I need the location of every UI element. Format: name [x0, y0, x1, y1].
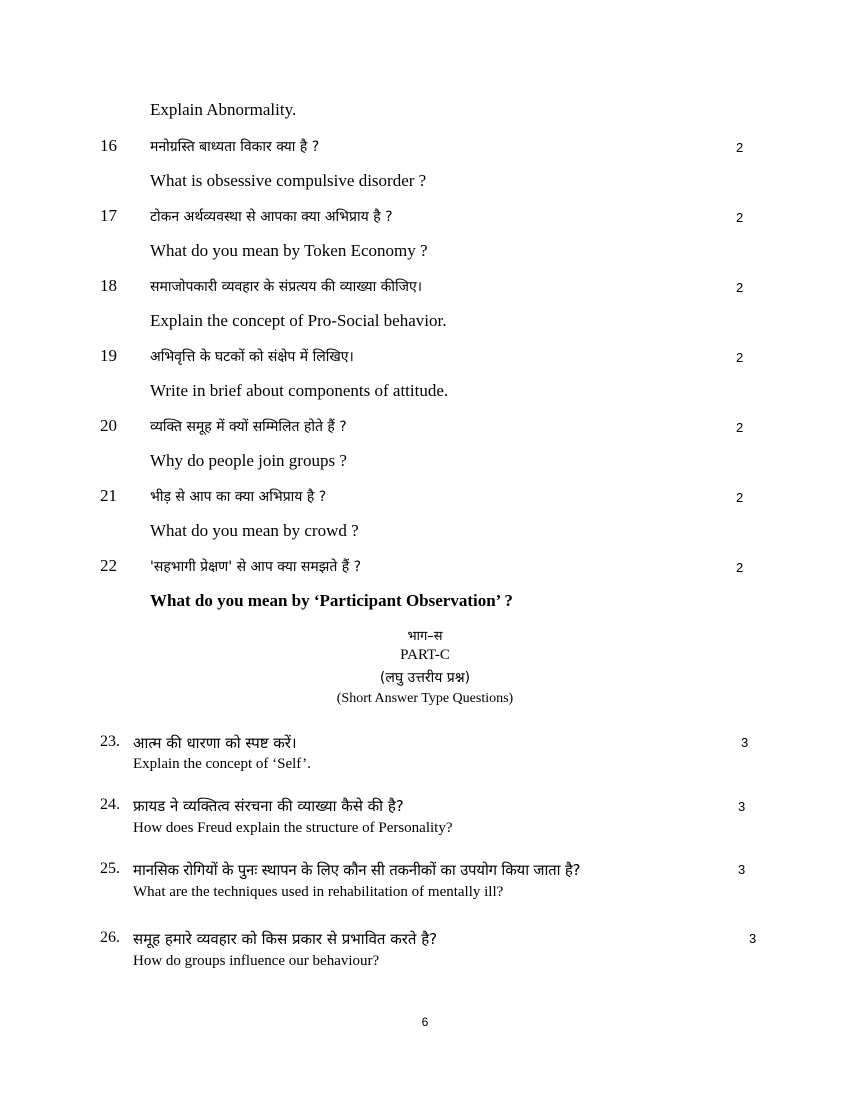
question-number: 25. [100, 860, 120, 877]
question-english: What are the techniques used in rehabilitation of mentally ill? [133, 884, 504, 900]
question-marks: 2 [736, 420, 744, 435]
question-marks: 3 [738, 799, 746, 814]
question-marks: 3 [741, 735, 749, 750]
question-marks: 2 [736, 210, 744, 225]
question-hindi: अभिवृत्ति के घटकों को संक्षेप में लिखिए। [150, 349, 354, 365]
question-number: 26. [100, 929, 120, 946]
question-marks: 3 [749, 931, 757, 946]
section-english-title: PART-C [400, 647, 450, 663]
question-hindi: मनोग्रस्ति बाध्यता विकार क्या है ? [150, 139, 320, 155]
question-english: How does Freud explain the structure of Personality? [133, 820, 453, 836]
section-hindi-title: भाग–स [407, 629, 443, 644]
question-english: What do you mean by ‘Participant Observation’ ? [150, 591, 513, 610]
question-marks: 2 [736, 490, 744, 505]
intro-line: Explain Abnormality. [150, 100, 297, 119]
question-marks: 2 [736, 140, 744, 155]
question-hindi: समाजोपकारी व्यवहार के संप्रत्यय की व्याख्या कीजिए। [150, 279, 423, 295]
question-english: Write in brief about components of attitude. [150, 381, 449, 400]
question-hindi: मानसिक रोगियों के पुनः स्थापन के लिए कौन सी तकनीकों का उपयोग किया जाता है? [133, 861, 581, 879]
question-number: 19 [100, 346, 117, 365]
question-number: 20 [100, 416, 117, 435]
page-number: 6 [421, 1015, 429, 1029]
question-marks: 2 [736, 560, 744, 575]
question-hindi: समूह हमारे व्यवहार को किस प्रकार से प्रभावित करते है? [133, 930, 438, 948]
section-hindi-subtitle: (लघु उत्तरीय प्रश्न) [379, 670, 471, 686]
question-hindi: टोकन अर्थव्यवस्था से आपका क्या अभिप्राय है ? [150, 209, 393, 225]
question-number: 17 [100, 206, 117, 225]
question-english: What do you mean by crowd ? [150, 521, 359, 540]
question-number: 21 [100, 486, 117, 505]
question-number: 22 [100, 556, 117, 575]
question-english: How do groups influence our behaviour? [133, 953, 380, 969]
section-english-subtitle: (Short Answer Type Questions) [336, 691, 514, 706]
question-hindi: 'सहभागी प्रेक्षण' से आप क्या समझते हैं ? [150, 559, 362, 575]
question-english: Why do people join groups ? [150, 451, 347, 470]
question-marks: 3 [738, 862, 746, 877]
question-english: Explain the concept of ‘Self’. [133, 756, 311, 772]
question-number: 24. [100, 796, 120, 813]
question-english: What is obsessive compulsive disorder ? [150, 171, 427, 190]
question-english: What do you mean by Token Economy ? [150, 241, 428, 260]
question-hindi: आत्म की धारणा को स्पष्ट करें। [133, 734, 297, 752]
question-hindi: व्यक्ति समूह में क्यों सम्मिलित होते हैं ? [150, 419, 347, 435]
question-number: 16 [100, 136, 117, 155]
question-hindi: भीड़ से आप का क्या अभिप्राय है ? [150, 489, 327, 505]
question-english: Explain the concept of Pro-Social behavior. [150, 311, 447, 330]
question-marks: 2 [736, 280, 744, 295]
question-hindi: फ्रायड ने व्यक्तित्व संरचना की व्याख्या कैसे की है? [133, 797, 404, 815]
question-number: 23. [100, 733, 120, 750]
question-number: 18 [100, 276, 117, 295]
question-marks: 2 [736, 350, 744, 365]
